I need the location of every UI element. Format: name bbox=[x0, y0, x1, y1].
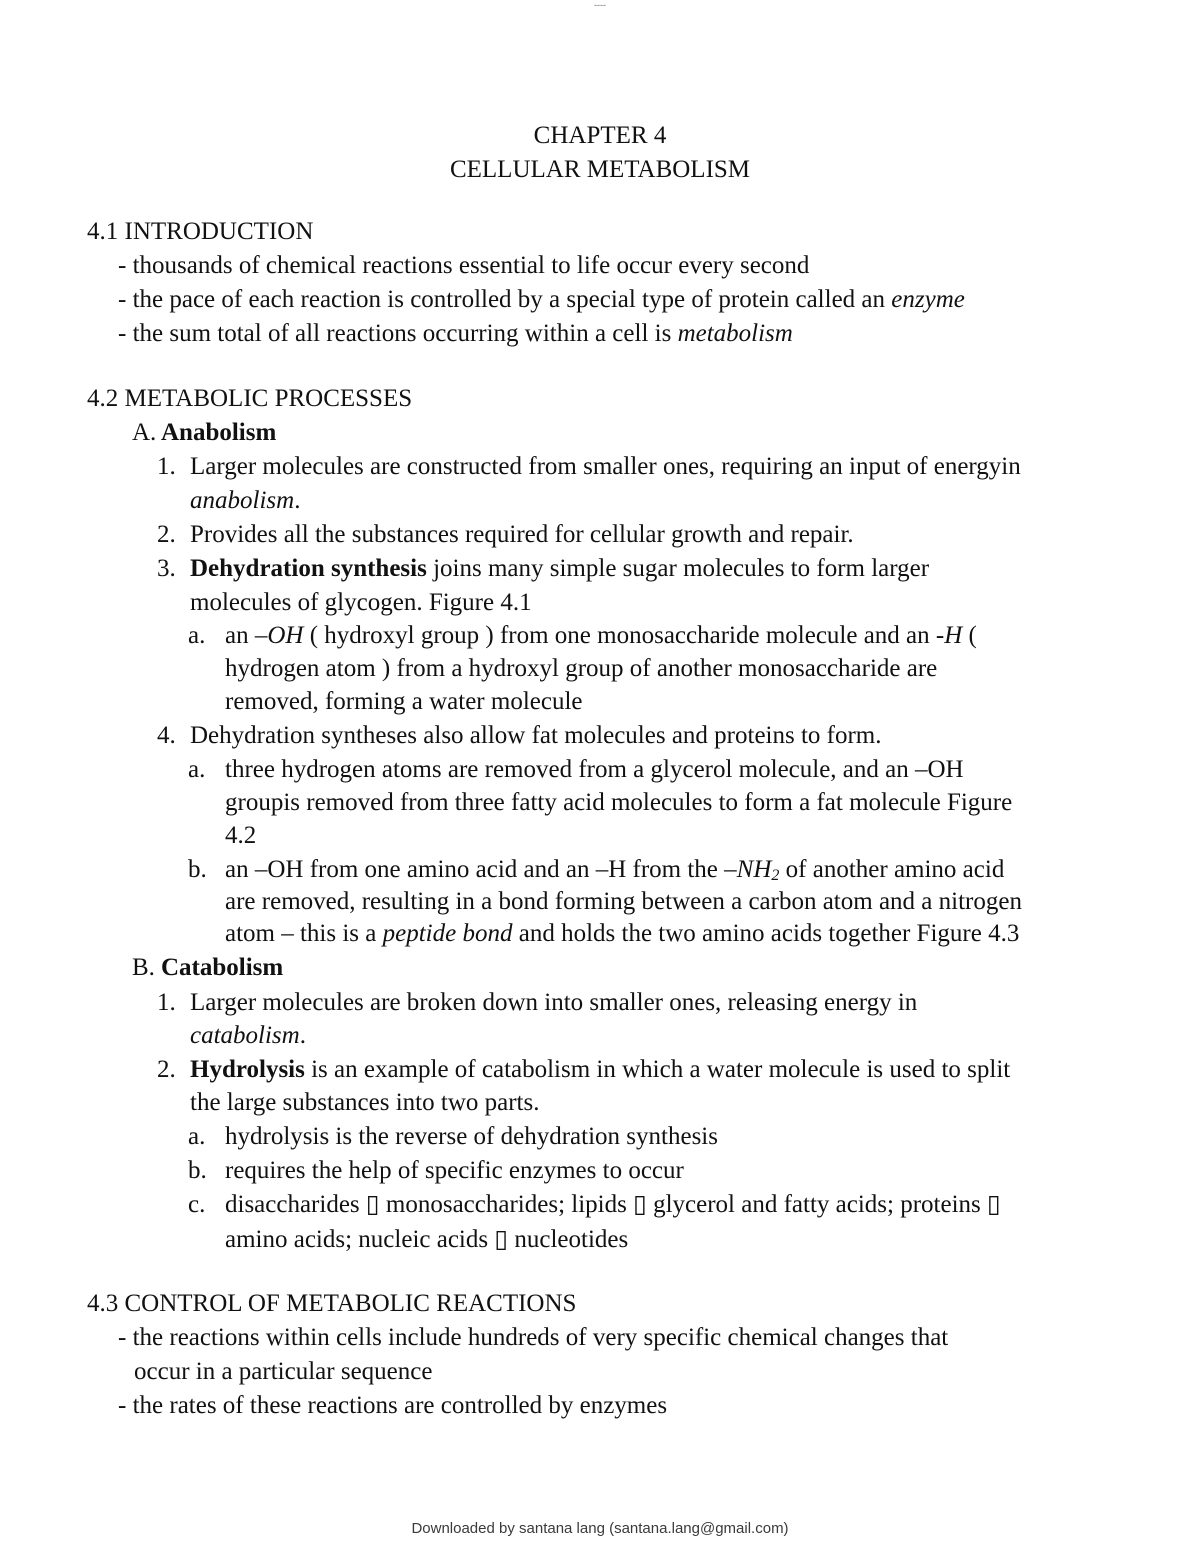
sublist-text: requires the help of specific enzymes to occur bbox=[225, 1157, 684, 1184]
sublist-text: disaccharides ▯ monosaccharides; lipids ▯ glycerol and fatty acids; proteins ▯ bbox=[225, 1191, 1001, 1218]
punct: . bbox=[299, 1022, 306, 1049]
text-run: of another amino acid bbox=[779, 856, 1005, 883]
subsection-label: A. bbox=[132, 419, 157, 446]
sublist-letter: b. bbox=[188, 856, 207, 883]
subsection-title: Anabolism bbox=[161, 419, 277, 446]
sublist-text: amino acids; nucleic acids ▯ nucleotides bbox=[225, 1226, 629, 1253]
text-run: and holds the two amino acids together Figure 4.3 bbox=[512, 920, 1020, 947]
bullet-item bbox=[118, 284, 965, 316]
sublist-text bbox=[225, 620, 977, 652]
list-number: 3. bbox=[157, 555, 176, 582]
sublist-text: removed, forming a water molecule bbox=[225, 688, 583, 715]
formula-nh2: –NH bbox=[724, 856, 772, 883]
formula-h: -H bbox=[935, 622, 963, 649]
section-heading: 4.3 CONTROL OF METABOLIC REACTIONS bbox=[87, 1290, 577, 1317]
sublist-text: hydrolysis is the reverse of dehydration synthesis bbox=[225, 1123, 718, 1150]
list-item-text: Provides all the substances required for cellular growth and repair. bbox=[190, 521, 854, 548]
sublist-text bbox=[225, 918, 1019, 950]
list-number: 4. bbox=[157, 722, 176, 749]
sublist-letter: a. bbox=[188, 756, 206, 783]
bullet-item: - the rates of these reactions are controlled by enzymes bbox=[118, 1392, 668, 1419]
list-item-text: Larger molecules are constructed from smaller ones, requiring an input of energyin bbox=[190, 453, 1021, 480]
bullet-item: - thousands of chemical reactions essential to life occur every second bbox=[118, 252, 810, 279]
list-item-text: Larger molecules are broken down into smaller ones, releasing energy in bbox=[190, 989, 918, 1016]
term-anabolism: anabolism bbox=[190, 487, 295, 514]
list-number: 2. bbox=[157, 1056, 176, 1083]
sublist-text: are removed, resulting in a bond forming between a carbon atom and a nitrogen bbox=[225, 888, 1022, 915]
section-heading: 4.1 INTRODUCTION bbox=[87, 218, 314, 245]
text-run: an bbox=[225, 622, 255, 649]
formula-subscript: 2 bbox=[771, 867, 780, 884]
text-run: ( bbox=[962, 622, 977, 649]
sublist-letter: a. bbox=[188, 1123, 206, 1150]
chapter-number: CHAPTER 4 bbox=[533, 122, 667, 149]
sublist-text: hydrogen atom ) from a hydroxyl group of another monosaccharide are bbox=[225, 655, 938, 682]
text-run: atom – this is a bbox=[225, 920, 383, 947]
top-mark: ---- bbox=[594, 0, 606, 10]
term-peptide-bond: peptide bond bbox=[382, 920, 513, 947]
sublist-text: 4.2 bbox=[225, 822, 257, 849]
sublist-letter: b. bbox=[188, 1157, 207, 1184]
list-item-rest: is an example of catabolism in which a water molecule is used to split bbox=[304, 1056, 1011, 1083]
subsection-title: Catabolism bbox=[161, 954, 284, 981]
subsection-label: B. bbox=[132, 954, 155, 981]
list-item-rest: joins many simple sugar molecules to form larger bbox=[426, 555, 930, 582]
download-footer: Downloaded by santana lang (santana.lang@gmail.com) bbox=[411, 1520, 789, 1537]
term-hydrolysis: Hydrolysis bbox=[190, 1056, 305, 1083]
list-item-text bbox=[190, 1020, 306, 1052]
bullet-item: - the reactions within cells include hundreds of very specific chemical changes that bbox=[118, 1324, 949, 1351]
list-item-text bbox=[190, 485, 300, 517]
sublist-letter: a. bbox=[188, 622, 206, 649]
bullet-text: - the pace of each reaction is controlled by a special type of protein called an bbox=[118, 286, 892, 313]
formula-oh: –OH bbox=[254, 622, 304, 649]
term-catabolism: catabolism bbox=[190, 1022, 300, 1049]
term-enzyme: enzyme bbox=[891, 286, 965, 313]
bullet-text: - the sum total of all reactions occurring within a cell is bbox=[118, 320, 678, 347]
list-item-text: molecules of glycogen. Figure 4.1 bbox=[190, 589, 532, 616]
term-dehydration-synthesis: Dehydration synthesis bbox=[190, 555, 427, 582]
term-metabolism: metabolism bbox=[677, 320, 793, 347]
list-number: 2. bbox=[157, 521, 176, 548]
list-item-text: Dehydration syntheses also allow fat molecules and proteins to form. bbox=[190, 722, 882, 749]
chapter-title: CELLULAR METABOLISM bbox=[449, 156, 751, 183]
text-run: ( hydroxyl group ) from one monosaccharide molecule and an bbox=[303, 622, 936, 649]
sublist-text: groupis removed from three fatty acid molecules to form a fat molecule Figure bbox=[225, 789, 1013, 816]
list-number: 1. bbox=[157, 453, 176, 480]
text-run: an –OH from one amino acid and an –H from the bbox=[225, 856, 725, 883]
section-heading: 4.2 METABOLIC PROCESSES bbox=[87, 385, 413, 412]
list-item-text bbox=[190, 553, 929, 585]
list-item-text: the large substances into two parts. bbox=[190, 1089, 540, 1116]
bullet-item bbox=[118, 318, 793, 350]
sublist-letter: c. bbox=[188, 1191, 206, 1218]
punct: . bbox=[294, 487, 301, 514]
sublist-text bbox=[225, 854, 1004, 886]
sublist-text: three hydrogen atoms are removed from a glycerol molecule, and an –OH bbox=[225, 756, 964, 783]
list-number: 1. bbox=[157, 989, 176, 1016]
bullet-item-continued: occur in a particular sequence bbox=[134, 1358, 433, 1385]
list-item-text bbox=[190, 1054, 1010, 1086]
